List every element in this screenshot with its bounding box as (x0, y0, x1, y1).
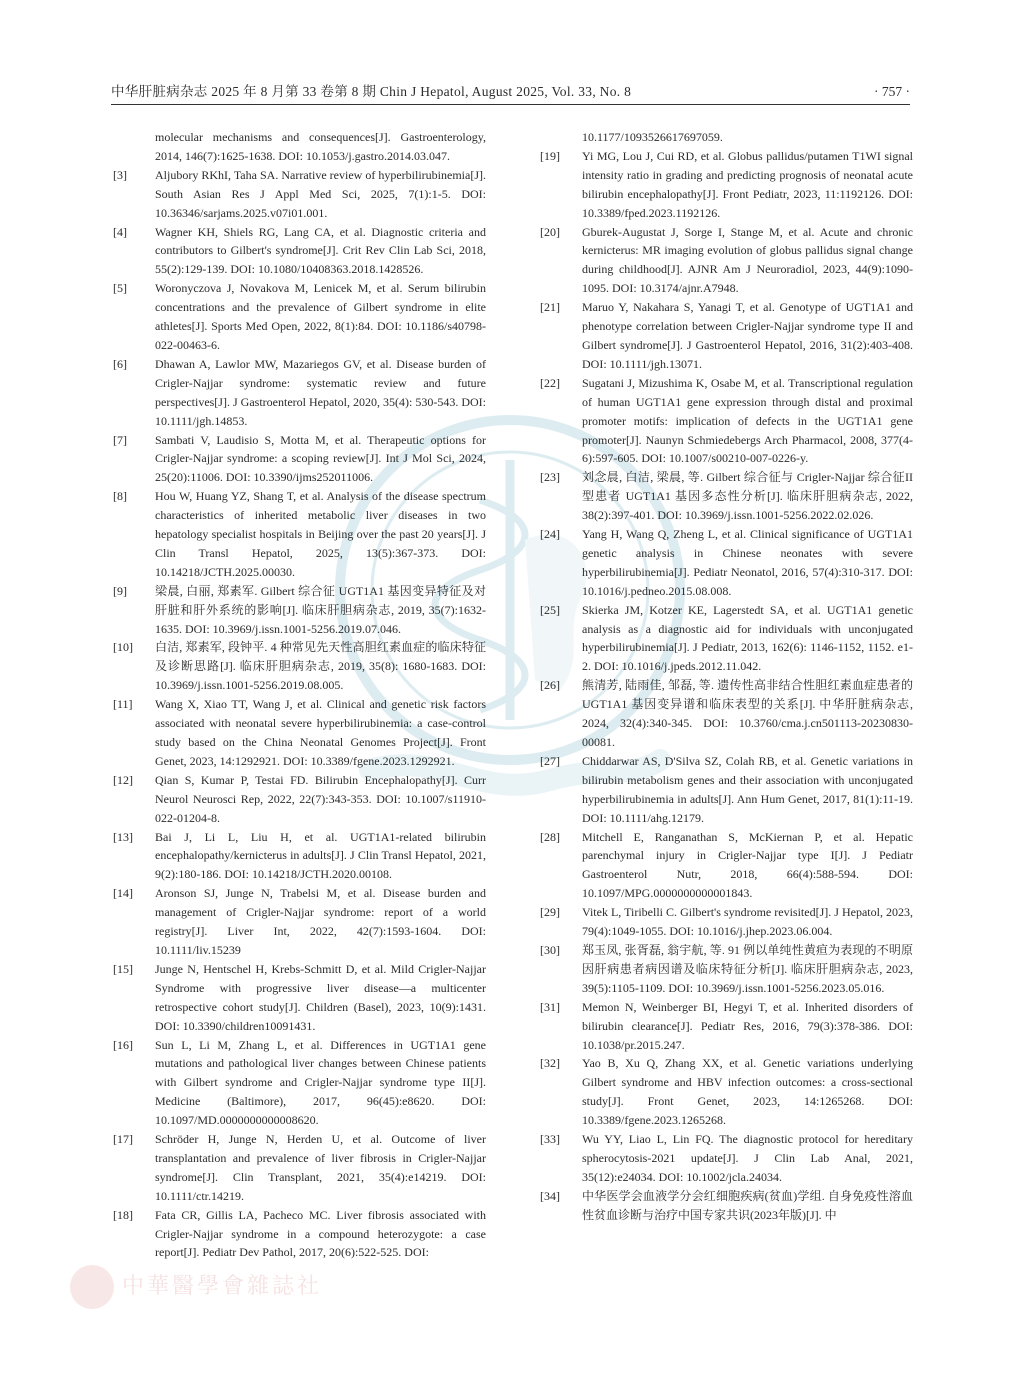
reference-entry (113, 431, 486, 488)
reference-entry (540, 147, 913, 223)
reference-entry (540, 903, 913, 941)
reference-entry (540, 1130, 913, 1187)
reference-text: Wang X, Xiao TT, Wang J, et al. Clinical and genetic risk factors associated with neonatal severe hyperbilirubinemia: a case-control study based on the China Neonatal Genomes Project[J]. Front Genet, 2023, 14:1292921. DOI: 10.3389/fgene.2023.1292921. (155, 697, 486, 768)
reference-text: Gburek-Augustat J, Sorge I, Stange M, et al. Acute and chronic kernicterus: MR imaging evolution of globus pallidus signal change during childhood[J]. AJNR Am J Neuroradiol, 2023, 44(9):1090-1095. DOI: 10.3174/ajnr.A7948. (582, 224, 913, 296)
reference-entry (540, 752, 913, 828)
reference-text: Sugatani J, Mizushima K, Osabe M, et al. Transcriptional regulation of human UGT1A1 gene expression through distal and proximal promoter motifs: implication of defects in the UGT1A1 gene promoter[J]. Naunyn Schmiedebergs Arch Pharmacol, 2008, 377(4-6):597-605. DOI: 10.1007/s00210-007-0226-y. (582, 375, 913, 466)
reference-entry (540, 676, 913, 752)
reference-text: Yang H, Wang Q, Zheng L, et al. Clinical significance of UGT1A1 genetic analysis in Chinese neonates with severe hyperbilirubinemia[J]. Pediatr Neonatol, 2016, 57(4):310-317. DOI: 10.1016/j.pedneo.2015.08.008. (582, 527, 913, 598)
reference-text: Skierka JM, Kotzer KE, Lagerstedt SA, et al. UGT1A1 genetic analysis as a diagnostic aid for individuals with unconjugated hyperbilirubinemia[J]. J Pediatr, 2013, 162(6): 1146-1152, 1152. e1-2. DOI: 10.1016/j.jpeds.2012.11.042. (582, 602, 913, 674)
reference-text: Maruo Y, Nakahara S, Yanagi T, et al. Genotype of UGT1A1 and phenotype correlation between Crigler-Najjar syndrome type II and Gilbert syndrome[J]. J Gastroenterol Hepatol, 2016, 31(2):403-408. DOI: 10.1111/jgh.13071. (582, 300, 913, 371)
reference-number: [15] (113, 961, 133, 976)
reference-entry (540, 1187, 913, 1225)
reference-entry (113, 638, 486, 695)
reference-text: Sun L, Li M, Zhang L, et al. Differences in UGT1A1 gene mutations and pathological liver changes between Chinese patients with Gilbert syndrome and Crigler-Najjar syndrome type II[J]. Medicine (Baltimore), 2017, 96(45):e8620. DOI: 10.1097/MD.0000000000008620. (155, 1037, 486, 1128)
reference-number: [21] (540, 300, 560, 315)
reference-text: Qian S, Kumar P, Testai FD. Bilirubin Encephalopathy[J]. Curr Neurol Neurosci Rep, 2022, 22(7):343-353. DOI: 10.1007/s11910-022-01204-8. (155, 772, 486, 825)
reference-number: [9] (113, 583, 127, 598)
reference-number: [6] (113, 356, 127, 371)
reference-text: Fata CR, Gillis LA, Pacheco MC. Liver fibrosis associated with Crigler-Najjar syndrome in a compound heterozygote: a case report[J]. Pediatr Dev Pathol, 2017, 20(6):522-525. DOI: (155, 1207, 486, 1260)
reference-text: Yi MG, Lou J, Cui RD, et al. Globus pallidus/putamen T1WI signal intensity ratio in grading and predicting prognosis of neonatal acute bilirubin encephalopathy[J]. Front Pediatr, 2023, 11:1192126. DOI: 10.3389/fped.2023.1192126. (582, 148, 913, 220)
publisher-footer-logo (70, 1265, 470, 1315)
reference-text: Sambati V, Laudisio S, Motta M, et al. Therapeutic options for Crigler-Najjar syndrome: a scoping review[J]. Int J Mol Sci, 2024, 25(20):11006. DOI: 10.3390/ijms252011006. (155, 432, 486, 485)
reference-number: [18] (113, 1207, 133, 1222)
reference-number: [30] (540, 942, 560, 957)
reference-list-left-column (113, 128, 486, 1262)
reference-number: [17] (113, 1132, 133, 1147)
reference-text: Wu YY, Liao L, Lin FQ. The diagnostic protocol for hereditary spherocytosis-2021 update[J]. J Clin Lab Anal, 2021, 35(12):e24034. DOI: 10.1002/jcla.24034. (582, 1132, 913, 1184)
reference-number: [4] (113, 224, 127, 239)
reference-text: 郑玉凤, 张胥磊, 翁宇航, 等. 91 例以单纯性黄疸为表现的不明原因肝病患者病因谱及临床特征分析[J]. 临床肝胆病杂志, 2023, 39(5):1105-1109. DOI: 10.3969/j.issn.1001-5256.2023.05.016. (582, 942, 913, 995)
reference-number: [31] (540, 999, 560, 1014)
reference-text: Yao B, Xu Q, Zhang XX, et al. Genetic variations underlying Gilbert syndrome and HBV infection outcomes: a cross-sectional study[J]. Front Genet, 2023, 14:1265268. DOI: 10.3389/fgene.2023.1265268. (582, 1056, 913, 1128)
reference-entry (540, 374, 913, 469)
reference-number: [19] (540, 148, 560, 163)
reference-text: Chiddarwar AS, D'Silva SZ, Colah RB, et al. Genetic variations in bilirubin metabolism genes and their association with unconjugated hyperbilirubinemia in adults[J]. Ann Hum Genet, 2017, 81(1):11-19. DOI: 10.1111/ahg.12179. (582, 753, 913, 825)
reference-entry (540, 525, 913, 601)
reference-text: Bai J, Li L, Liu H, et al. UGT1A1-related bilirubin encephalopathy/kernicterus in adults[J]. J Clin Transl Hepatol, 2021, 9(2):180-186. DOI: 10.14218/JCTH.2020.00108. (155, 829, 486, 882)
reference-text: Wagner KH, Shiels RG, Lang CA, et al. Diagnostic criteria and contributors to Gilbert's syndrome[J]. Crit Rev Clin Lab Sci, 2018, 55(2):129-139. DOI: 10.1080/10408363.2018.1428526. (155, 224, 486, 277)
running-header (111, 82, 910, 105)
reference-text: Mitchell E, Ranganathan S, McKiernan P, et al. Hepatic parenchymal injury in Crigler-Najjar type I[J]. J Pediatr Gastroenterol Nutr, 2018, 66(4):588-594. DOI: 10.1097/MPG.0000000000001843. (582, 829, 913, 901)
reference-text: Junge N, Hentschel H, Krebs-Schmitt D, et al. Mild Crigler-Najjar Syndrome with progressive liver disease—a multicenter retrospective cohort study[J]. Children (Basel), 2023, 10(9):1431. DOI: 10.3390/children10091431. (155, 961, 486, 1033)
reference-entry (113, 1206, 486, 1263)
reference-entry (113, 771, 486, 828)
reference-entry (540, 941, 913, 998)
reference-number: [5] (113, 281, 127, 296)
reference-number: [25] (540, 602, 560, 617)
reference-entry (113, 884, 486, 960)
reference-entry (113, 695, 486, 771)
reference-entry (113, 828, 486, 885)
reference-text: Woronyczova J, Novakova M, Lenicek M, et al. Serum bilirubin concentrations and the prevalence of Gilbert syndrome in elite athletes[J]. Sports Med Open, 2022, 8(1):84. DOI: 10.1186/s40798-022-00463-6. (155, 281, 486, 352)
reference-number: [3] (113, 167, 127, 182)
reference-number: [13] (113, 829, 133, 844)
reference-text: Dhawan A, Lawlor MW, Mazariegos GV, et al. Disease burden of Crigler-Najjar syndrome: systematic review and future perspectives[J]. J Gastroenterol Hepatol, 2020, 35(4): 530-543. DOI: 10.1111/jgh.14853. (155, 356, 486, 428)
reference-number: [20] (540, 224, 560, 239)
reference-number: [8] (113, 489, 127, 504)
reference-entry (113, 1130, 486, 1206)
reference-entry (540, 223, 913, 299)
reference-text: Memon N, Weinberger BI, Hegyi T, et al. Inherited disorders of bilirubin clearance[J]. Pediatr Res, 2016, 79(3):378-386. DOI: 10.1038/pr.2015.247. (582, 999, 913, 1052)
reference-text: Aljubory RKhI, Taha SA. Narrative review of hyperbilirubinemia[J]. South Asian Res J Appl Med Sci, 2025, 7(1):1-5. DOI: 10.36346/sarjams.2025.v07i01.001. (155, 167, 486, 220)
reference-text: 10.1177/1093526617697059. (582, 130, 723, 144)
reference-continuation (540, 128, 913, 147)
reference-entry (540, 298, 913, 374)
reference-number: [10] (113, 640, 133, 655)
reference-continuation (113, 128, 486, 166)
reference-number: [7] (113, 432, 127, 447)
reference-entry (113, 279, 486, 355)
reference-entry (540, 998, 913, 1055)
reference-entry (113, 166, 486, 223)
reference-number: [24] (540, 527, 560, 542)
reference-number: [14] (113, 886, 133, 901)
reference-number: [26] (540, 678, 560, 693)
reference-text: 梁晨, 白丽, 郑素军. Gilbert 综合征 UGT1A1 基因变异特征及对肝脏和肝外系统的影响[J]. 临床肝胆病杂志, 2019, 35(7):1632-1635. DOI: 10.3969/j.issn.1001-5256.2019.07.046. (155, 583, 486, 636)
reference-text: Vitek L, Tiribelli C. Gilbert's syndrome revisited[J]. J Hepatol, 2023, 79(4):1049-1055. DOI: 10.1016/j.jhep.2023.06.004. (582, 905, 913, 939)
reference-list-right-column (540, 128, 913, 1225)
reference-text: 白洁, 郑素军, 段钟平. 4 种常见先天性高胆红素血症的临床特征及诊断思路[J]. 临床肝胆病杂志, 2019, 35(8): 1680-1683. DOI: 10.3969/j.issn.1001-5256.2019.08.005. (155, 640, 486, 693)
reference-text: Hou W, Huang YZ, Shang T, et al. Analysis of the disease spectrum characteristics of inherited metabolic liver diseases in two hepatology specialist hospitals in Beijing over the past 20 years[J]. J Clin Transl Hepatol, 2025, 13(5):367-373. DOI: 10.14218/JCTH.2025.00030. (155, 489, 486, 579)
reference-number: [16] (113, 1037, 133, 1052)
reference-number: [12] (113, 772, 133, 787)
reference-entry (113, 582, 486, 639)
reference-entry (113, 223, 486, 280)
reference-entry (540, 828, 913, 904)
reference-entry (540, 1054, 913, 1130)
reference-entry (540, 601, 913, 677)
reference-text: molecular mechanisms and consequences[J]. Gastroenterology, 2014, 146(7):1625-1638. DOI: 10.1053/j.gastro.2014.03.047. (155, 130, 486, 163)
reference-entry (113, 487, 486, 582)
reference-text: Schröder H, Junge N, Herden U, et al. Outcome of liver transplantation and prevalence of liver fibrosis in Crigler-Najjar syndrome[J]. Clin Transplant, 2021, 35(4):e14219. DOI: 10.1111/ctr.14219. (155, 1132, 486, 1203)
reference-number: [22] (540, 375, 560, 390)
reference-entry (113, 960, 486, 1036)
reference-number: [28] (540, 829, 560, 844)
reference-text: 刘念晨, 白洁, 梁晨, 等. Gilbert 综合征与 Crigler-Najjar 综合征II型患者 UGT1A1 基因多态性分析[J]. 临床肝胆病杂志, 2022, 38(2):397-401. DOI: 10.3969/j.issn.1001-5256.2022.02.026. (582, 470, 913, 523)
seal-icon (70, 1265, 114, 1309)
reference-text: 熊清芳, 陆雨佳, 邹磊, 等. 遗传性高非结合性胆红素血症患者的 UGT1A1 基因变异谱和临床表型的关系[J]. 中华肝脏病杂志, 2024, 32(4):340-345. DOI: 10.3760/cma.j.cn501113-20230830-00081. (582, 678, 913, 749)
page-number: · 757 · (874, 84, 910, 99)
reference-number: [34] (540, 1188, 560, 1203)
publisher-name: 中華醫學會雜誌社 (122, 1274, 323, 1299)
reference-text: Aronson SJ, Junge N, Trabelsi M, et al. Disease burden and management of Crigler-Najjar syndrome: report of a world registry[J]. Liver Int, 2022, 42(7):1593-1604. DOI: 10.1111/liv.15239 (155, 886, 486, 957)
reference-number: [27] (540, 753, 560, 768)
reference-entry (113, 355, 486, 431)
reference-number: [29] (540, 905, 560, 920)
reference-text: 中华医学会血液学分会红细胞疾病(贫血)学组. 自身免疫性溶血性贫血诊断与治疗中国专家共识(2023年版)[J]. 中 (582, 1188, 913, 1222)
reference-number: [33] (540, 1132, 560, 1147)
reference-entry (540, 468, 913, 525)
reference-entry (113, 1036, 486, 1131)
reference-number: [11] (113, 697, 133, 712)
reference-number: [32] (540, 1056, 560, 1071)
journal-citation-line: 中华肝脏病杂志 2025 年 8 月第 33 卷第 8 期 Chin J Hepatol, August 2025, Vol. 33, No. 8 (111, 84, 632, 99)
reference-number: [23] (540, 470, 560, 485)
